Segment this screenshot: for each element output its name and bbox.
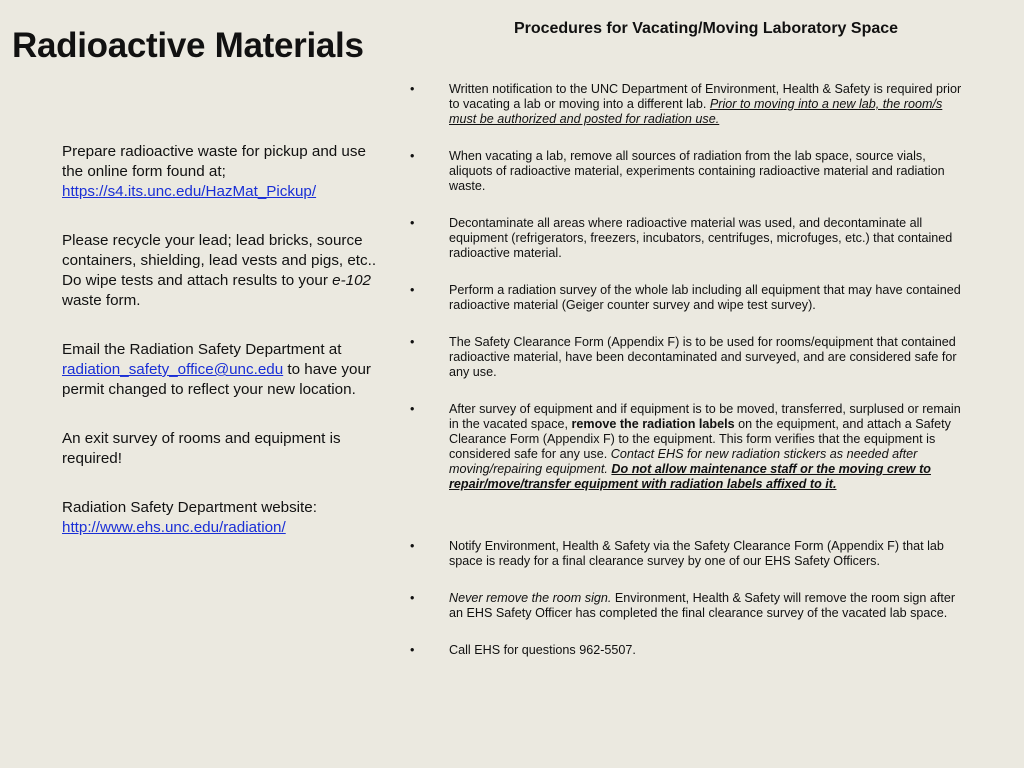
item-text: Call EHS for questions 962-5507.: [449, 643, 636, 657]
item-bold: remove the radiation labels: [571, 417, 735, 431]
bullet-icon: •: [410, 402, 415, 416]
bullet-icon: •: [410, 335, 415, 349]
email-paragraph: [62, 340, 384, 400]
list-item: [408, 216, 964, 261]
list-item: [408, 335, 964, 380]
bullet-icon: •: [410, 591, 415, 605]
procedures-heading: Procedures for Vacating/Moving Laboratory Space: [513, 20, 899, 37]
hazmat-pickup-link[interactable]: https://s4.its.unc.edu/HazMat_Pickup/: [62, 183, 317, 200]
list-item: [408, 539, 964, 569]
bullet-icon: •: [410, 82, 415, 96]
list-item: [408, 149, 964, 194]
item-text: Written notification to the UNC Department of Environment, Health & Safety is required prior to vacating a lab or moving into a different lab.: [449, 82, 962, 111]
item-emphasis: Prior to moving into a new lab, the room/s must be authorized and posted for radiation use.: [449, 97, 943, 126]
email-tail: to have your permit changed to reflect your new location.: [62, 361, 371, 398]
bullet-icon: •: [410, 149, 415, 163]
item-warning: Do not allow maintenance staff or the moving crew to repair/move/transfer equipment with radiation labels affixed to it.: [449, 462, 931, 491]
list-item: [408, 643, 964, 658]
radiation-website-link[interactable]: http://www.ehs.unc.edu/radiation/: [62, 519, 286, 536]
item-text: When vacating a lab, remove all sources of radiation from the lab space, source vials, aliquots of radioactive material, experiments containing radioactive material and radiation waste.: [449, 149, 945, 193]
exit-survey-paragraph: An exit survey of rooms and equipment is required!: [62, 430, 341, 467]
left-column: [62, 142, 384, 567]
item-text-2: on the equipment, and attach a Safety Clearance Form (Appendix F) to the equipment. This form verifies that the equipment is considered safe for any use.: [449, 417, 951, 461]
form-number: e-102: [332, 272, 371, 289]
list-item: [408, 283, 964, 313]
waste-pickup-text: Prepare radioactive waste for pickup and use the online form found at;: [62, 143, 366, 180]
lead-recycle-tail: waste form.: [62, 292, 141, 309]
page-title: Radioactive Materials: [12, 26, 364, 65]
bullet-icon: •: [410, 283, 415, 297]
lead-recycle-paragraph: [62, 231, 384, 311]
procedures-list: [408, 82, 964, 658]
list-item: [408, 82, 964, 127]
item-text: Decontaminate all areas where radioactive material was used, and decontaminate all equipment (refrigerators, freezers, incubators, centrifuges, microfuges, etc.) that contained radioactive material.: [449, 216, 953, 260]
bullet-icon: •: [410, 643, 415, 657]
item-text: The Safety Clearance Form (Appendix F) is to be used for rooms/equipment that contained radioactive material, have been decontaminated and surveyed, and are considered safe for any use.: [449, 335, 957, 379]
lead-recycle-text: Please recycle your lead; lead bricks, source containers, shielding, lead vests and pigs, etc.. Do wipe tests and attach results to your: [62, 232, 377, 289]
bullet-icon: •: [410, 216, 415, 230]
waste-pickup-paragraph: [62, 142, 384, 202]
list-item: [408, 402, 964, 492]
item-emphasis: Contact EHS for new radiation stickers as needed after moving/repairing equipment.: [449, 447, 918, 476]
item-text: Notify Environment, Health & Safety via the Safety Clearance Form (Appendix F) that lab space is ready for a final clearance survey by one of our EHS Safety Officers.: [449, 539, 944, 568]
item-text: Perform a radiation survey of the whole lab including all equipment that may have contained radioactive material (Geiger counter survey and wipe test survey).: [449, 283, 961, 312]
list-item: [408, 591, 964, 621]
website-paragraph: [62, 498, 384, 538]
procedures-list-container: [408, 82, 964, 680]
website-text: Radiation Safety Department website:: [62, 499, 317, 516]
email-text: Email the Radiation Safety Department at: [62, 341, 342, 358]
radiation-safety-email-link[interactable]: radiation_safety_office@unc.edu: [62, 361, 284, 378]
item-text: Environment, Health & Safety will remove the room sign after an EHS Safety Officer has completed the final clearance survey of the vacated lab space.: [449, 591, 956, 620]
item-emphasis: Never remove the room sign.: [449, 591, 612, 605]
item-text: After survey of equipment and if equipment is to be moved, transferred, surplused or remain in the vacated space,: [449, 402, 961, 431]
bullet-icon: •: [410, 539, 415, 553]
